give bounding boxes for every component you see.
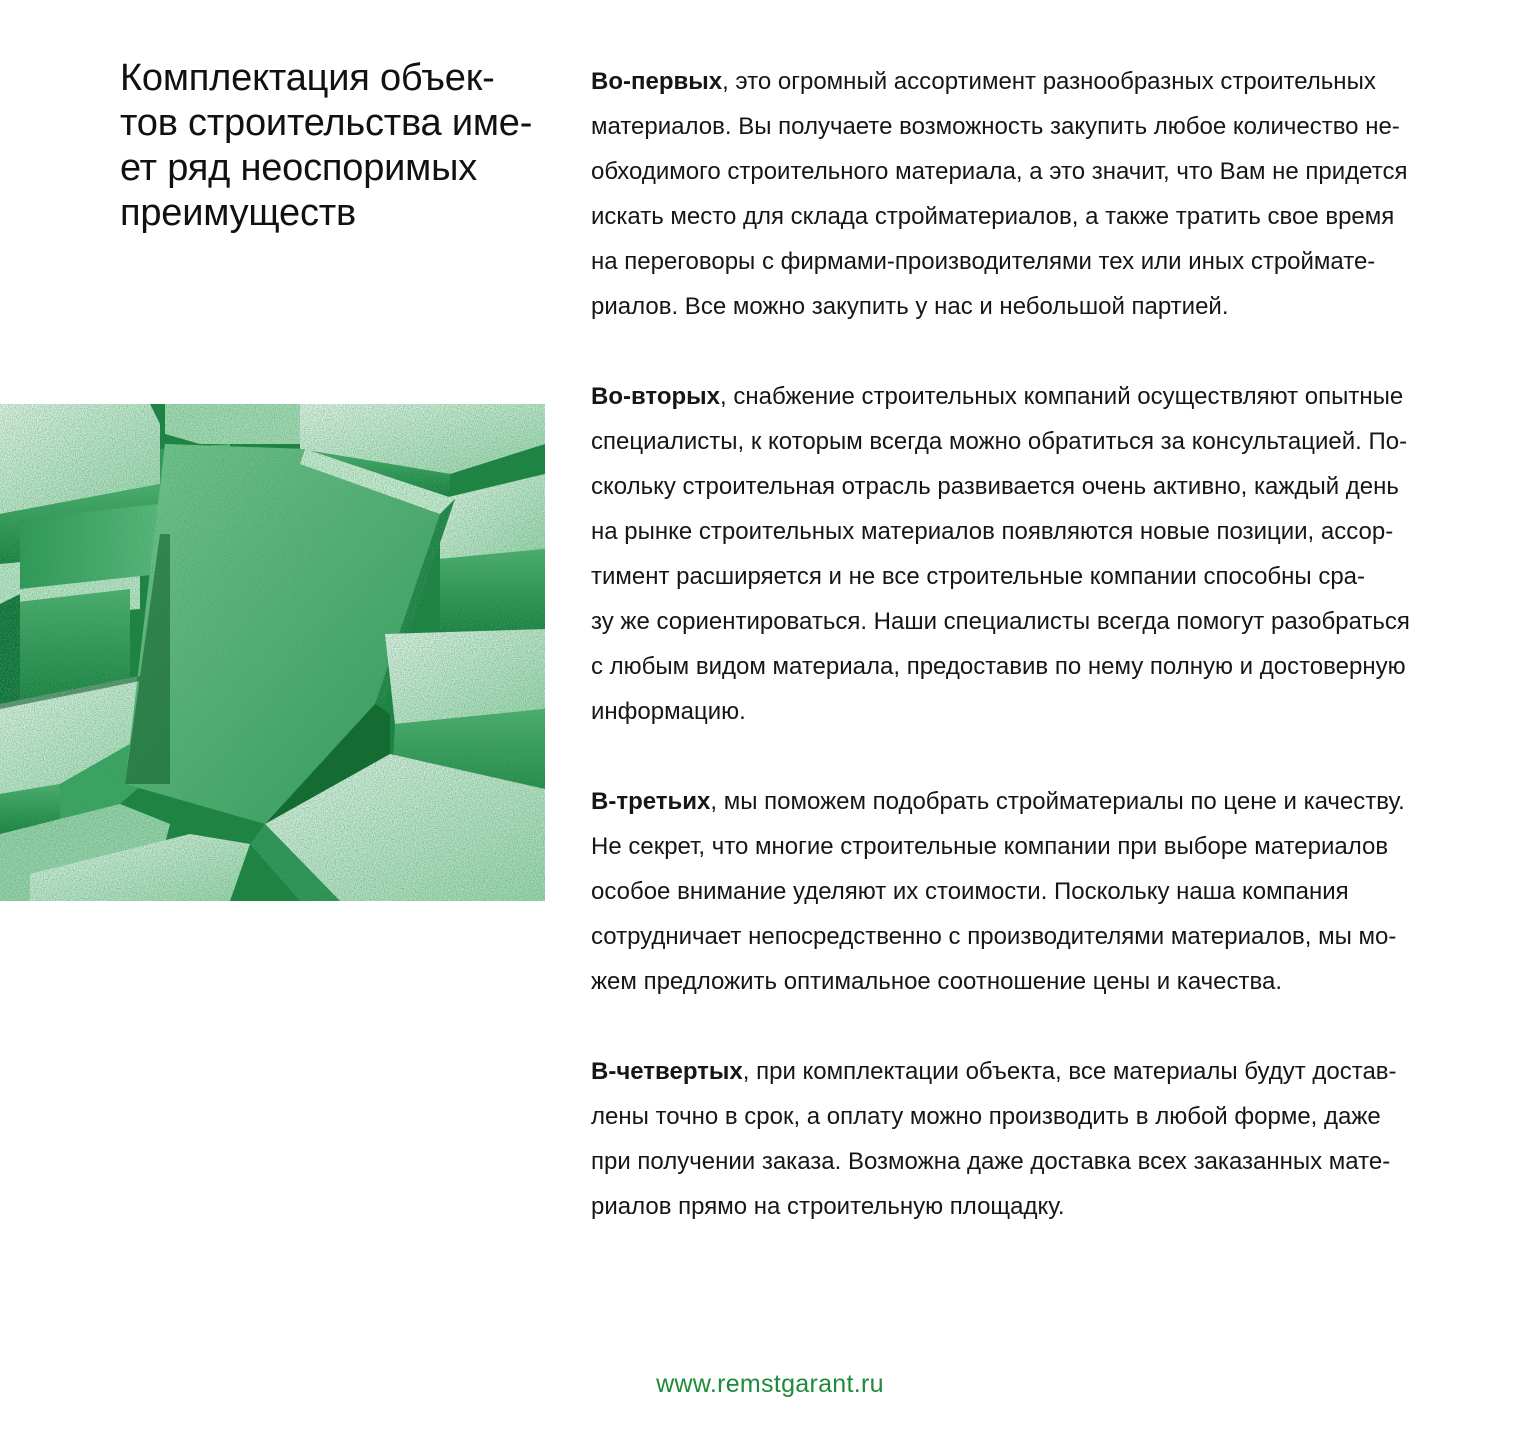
paragraph-line: материалов. Вы получаете возможность закупить любое количество не- bbox=[591, 113, 1400, 140]
paragraph-line bbox=[591, 374, 1410, 419]
page-heading bbox=[120, 56, 550, 236]
website-url[interactable]: www.remstgarant.ru bbox=[656, 1370, 884, 1398]
paragraph-lead: Во-первых bbox=[591, 68, 723, 95]
paragraph-line-text: , при комплектации объекта, все материалы будут достав- bbox=[742, 1058, 1397, 1085]
paragraph-lead: Во-вторых bbox=[591, 383, 721, 410]
paragraph-line: риалов. Все можно закупить у нас и небольшой партией. bbox=[591, 293, 1229, 320]
paragraph-line: особое внимание уделяют их стоимости. Поскольку наша компания bbox=[591, 878, 1349, 905]
heading-line: тов строительства име- bbox=[120, 102, 533, 144]
paragraph-line-text: , мы поможем подобрать стройматериалы по цене и качеству. bbox=[710, 788, 1405, 815]
paragraph-line-text: , снабжение строительных компаний осуществляют опытные bbox=[720, 383, 1404, 410]
paragraph-line-text: , это огромный ассортимент разнообразных строительных bbox=[722, 68, 1376, 95]
heading-line: Комплектация объек- bbox=[120, 57, 495, 99]
paragraph-line: Не секрет, что многие строительные компании при выборе материалов bbox=[591, 833, 1389, 860]
paragraph-line: лены точно в срок, а оплату можно производить в любой форме, даже bbox=[591, 1103, 1381, 1130]
paragraph-second bbox=[591, 374, 1410, 734]
paragraph-line: на переговоры с фирмами-производителями тех или иных строймате- bbox=[591, 248, 1376, 275]
paragraph-line: зу же сориентироваться. Наши специалисты всегда помогут разобраться bbox=[591, 608, 1410, 635]
paragraph-line bbox=[591, 59, 1407, 104]
paragraph-first bbox=[591, 59, 1407, 329]
paragraph-line: риалов прямо на строительную площадку. bbox=[591, 1193, 1065, 1220]
paragraph-line bbox=[591, 1049, 1397, 1094]
paragraph-line: информацию. bbox=[591, 698, 746, 725]
paragraph-line bbox=[591, 779, 1405, 824]
paragraph-line: жем предложить оптимальное соотношение цены и качества. bbox=[591, 968, 1282, 995]
paragraph-line: на рынке строительных материалов появляются новые позиции, ассор- bbox=[591, 518, 1394, 545]
paragraph-line: скольку строительная отрасль развивается очень активно, каждый день bbox=[591, 473, 1399, 500]
green-concrete-blocks-image bbox=[0, 404, 545, 901]
paragraph-lead: В-четвертых bbox=[591, 1058, 743, 1085]
paragraph-line: с любым видом материала, предоставив по нему полную и достоверную bbox=[591, 653, 1406, 680]
paragraph-line: сотрудничает непосредственно с производителями материалов, мы мо- bbox=[591, 923, 1397, 950]
paragraph-lead: В-третьих bbox=[591, 788, 711, 815]
paragraph-line: обходимого строительного материала, а это значит, что Вам не придется bbox=[591, 158, 1408, 185]
paragraph-third bbox=[591, 779, 1405, 1004]
paragraph-line: при получении заказа. Возможна даже доставка всех заказанных мате- bbox=[591, 1148, 1391, 1175]
paragraph-line: тимент расширяется и не все строительные компании способны сра- bbox=[591, 563, 1366, 590]
paragraph-line: искать место для склада стройматериалов, а также тратить свое время bbox=[591, 203, 1395, 230]
paragraph-fourth bbox=[591, 1049, 1397, 1229]
heading-line: преимуществ bbox=[120, 192, 356, 234]
heading-line: ет ряд неоспоримых bbox=[120, 147, 478, 189]
paragraph-line: специалисты, к которым всегда можно обратиться за консультацией. По- bbox=[591, 428, 1408, 455]
